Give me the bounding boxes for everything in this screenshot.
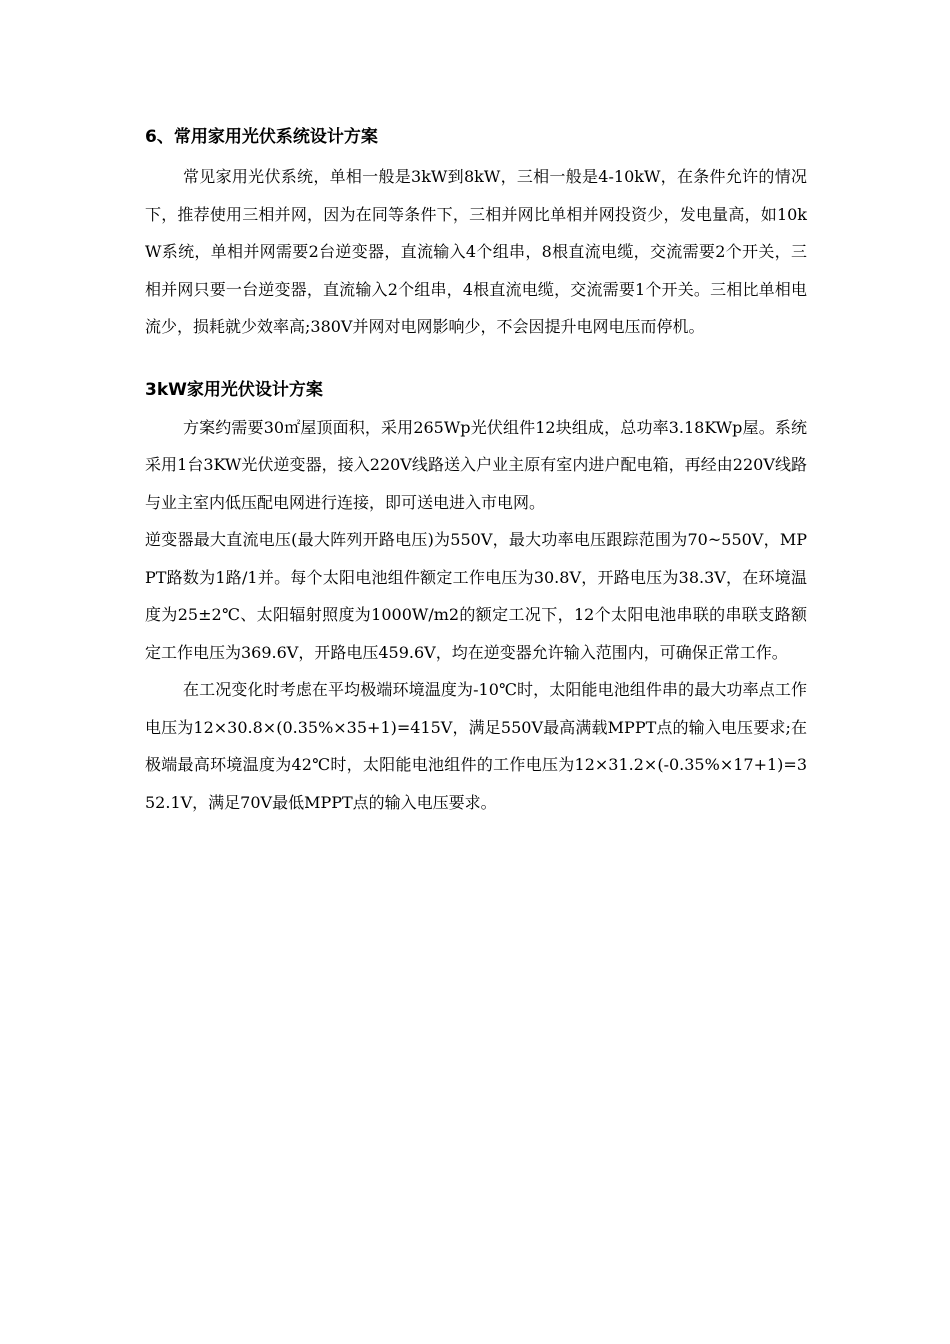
section-heading-3kw-design: 3kW家用光伏设计方案	[145, 379, 323, 400]
paragraph-temperature-check: 在工况变化时考虑在平均极端环境温度为-10℃时，太阳能电池组件串的最大功率点工作电压为12×30.8×(0.35%×35+1)=415V，满足550V最高满载MPPT点的输入电压要求;在极端最高环境温度为42℃时，太阳能电池组件的工作电压为12×31.2×(-0.35%×17+1)=352.1V，满足70V最低MPPT点的输入电压要求。	[145, 680, 807, 812]
paragraph-inverter-specs: 逆变器最大直流电压(最大阵列开路电压)为550V，最大功率电压跟踪范围为70~550V，MPPT路数为1路/1并。每个太阳电池组件额定工作电压为30.8V，开路电压为38.3V，在环境温度为25±2℃、太阳辐射照度为1000W/m2的额定工况下，12个太阳电池串联的串联支路额定工作电压为369.6V，开路电压459.6V，均在逆变器允许输入范围内，可确保正常工作。	[145, 530, 807, 662]
paragraph-common-pv-systems: 常见家用光伏系统，单相一般是3kW到8kW，三相一般是4-10kW，在条件允许的情况下，推荐使用三相并网，因为在同等条件下，三相并网比单相并网投资少，发电量高，如10kW系统，单相并网需要2台逆变器，直流输入4个组串，8根直流电缆，交流需要2个开关，三相并网只要一台逆变器，直流输入2个组串，4根直流电缆，交流需要1个开关。三相比单相电流少，损耗就少效率高;380V并网对电网影响少，不会因提升电网电压而停机。	[145, 167, 807, 336]
section-spacer	[145, 346, 807, 379]
document-page	[145, 120, 807, 821]
section-heading-common-pv-design: 6、常用家用光伏系统设计方案	[145, 127, 378, 147]
paragraph-3kw-scheme: 方案约需要30㎡屋顶面积，采用265Wp光伏组件12块组成，总功率3.18KWp屋。系统采用1台3KW光伏逆变器，接入220V线路送入户业主原有室内进户配电箱，再经由220V线路与业主室内低压配电网进行连接，即可送电进入市电网。	[145, 417, 807, 512]
